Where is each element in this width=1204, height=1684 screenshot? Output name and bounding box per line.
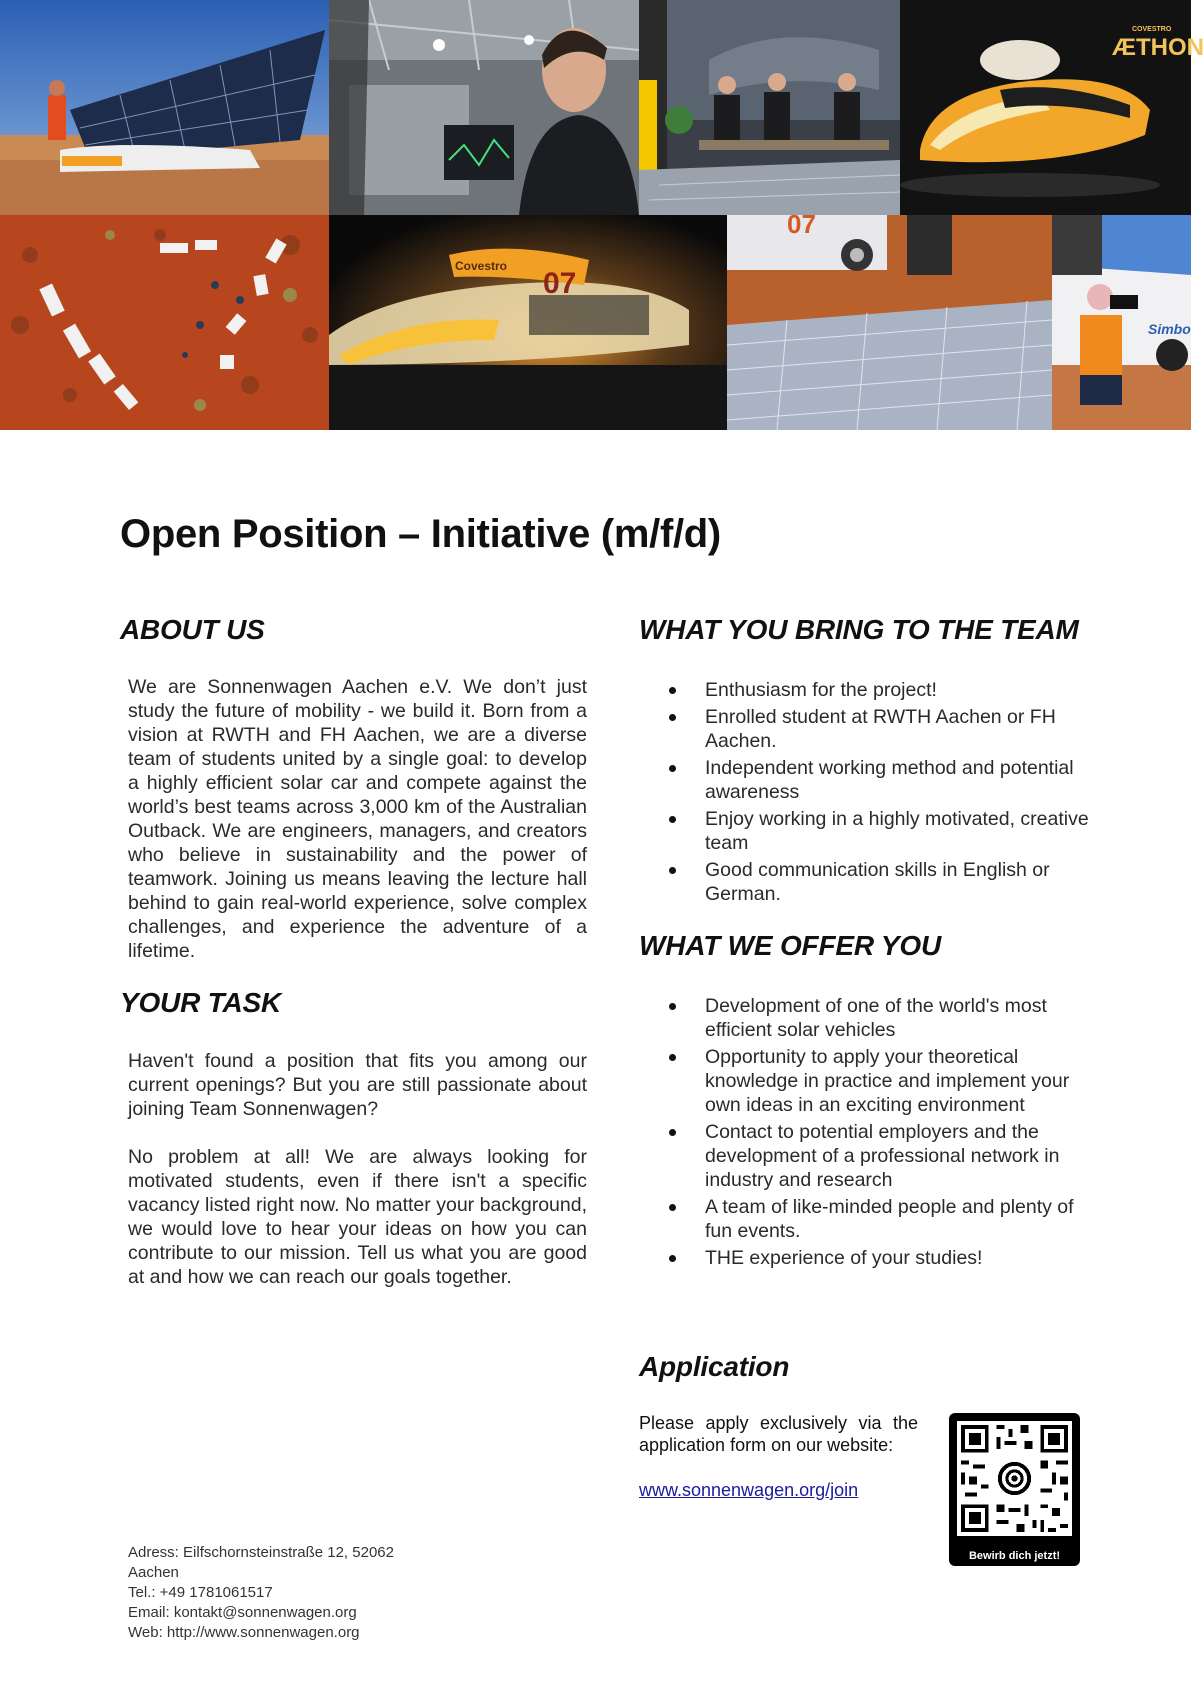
page-title: Open Position – Initiative (m/f/d): [120, 512, 721, 556]
van-number-07: 07: [787, 209, 816, 239]
qr-caption: Bewirb dich jetzt!: [968, 1550, 1061, 1562]
address-line-1: Adress: Eilfschornsteinstraße 12, 52062: [128, 1544, 394, 1561]
list-item: Contact to potential employers and the development of a professional network in industry and research: [639, 1120, 1089, 1192]
your-task-paragraph-1: Haven't found a position that fits you among our current openings? But you are still passionate about joining Team Sonnenwagen?: [128, 1050, 587, 1120]
what-we-offer-list: [639, 994, 1089, 1273]
list-item: A team of like-minded people and plenty of fun events.: [639, 1195, 1089, 1243]
simbo-van-text: Simbo: [1148, 321, 1191, 337]
aethon-car-photo: [900, 0, 1204, 215]
list-item: Development of one of the world's most efficient solar vehicles: [639, 994, 1089, 1042]
solar-car-desert-photo: [0, 0, 329, 215]
list-item: Enthusiasm for the project!: [639, 678, 1089, 702]
what-we-offer-heading: WHAT WE OFFER YOU: [639, 930, 941, 961]
what-you-bring-list: [639, 678, 1089, 909]
workshop-engineer-photo: [329, 0, 639, 215]
address-line-2: Aachen: [128, 1564, 179, 1581]
panel-discussion-photo: [639, 0, 900, 215]
your-task-paragraph-2: No problem at all! We are always looking for motivated students, even if there isn't a specific vacancy listed right now. No matter your background, we would love to hear your ideas on how you can contribute to our mission. Tell us what you are good at and how we can reach our goals together.: [128, 1146, 587, 1288]
car-number-07: 07: [543, 267, 577, 300]
aethon-logo-text: ÆTHON: [1112, 34, 1204, 61]
solar-panel-road-photo: [727, 209, 1052, 430]
contact-block: [128, 1543, 394, 1643]
qr-code-pattern: [957, 1421, 1072, 1536]
photo-collage: [0, 0, 1204, 430]
phone-line: Tel.: +49 1781061517: [128, 1584, 273, 1601]
list-item: Opportunity to apply your theoretical knowledge in practice and implement your own ideas in an exciting environment: [639, 1045, 1089, 1117]
your-task-heading: YOUR TASK: [120, 987, 282, 1018]
what-you-bring-heading: WHAT YOU BRING TO THE TEAM: [639, 614, 1079, 645]
application-heading: Application: [639, 1351, 790, 1382]
covestro-car-text: Covestro: [455, 259, 508, 273]
web-line[interactable]: Web: http://www.sonnenwagen.org: [128, 1624, 360, 1641]
aerial-convoy-photo: [0, 215, 329, 430]
about-us-text: We are Sonnenwagen Aachen e.V. We don’t just study the future of mobility - we build it. Born from a vision at RWTH and FH Aachen, we are a diverse team of students united by a single goal: to develop a highly efficient solar car and compete against the world’s best teams across 3,000 km of the Australian Outback. We are engineers, managers, and creators who believe in sustainability and the power of teamwork. Joining us means leaving the lecture hall behind to gain real-world experience, solve complex challenges, and experience the adventure of a lifetime.: [128, 676, 587, 962]
application-text: Please apply exclusively via the application form on our website:: [639, 1413, 918, 1455]
list-item: THE experience of your studies!: [639, 1246, 1089, 1270]
email-line[interactable]: Email: kontakt@sonnenwagen.org: [128, 1604, 357, 1621]
list-item: Good communication skills in English or German.: [639, 858, 1089, 906]
about-us-heading: ABOUT US: [120, 614, 265, 645]
application-link[interactable]: www.sonnenwagen.org/join: [639, 1480, 859, 1500]
qr-code[interactable]: [949, 1413, 1080, 1566]
race-car-night-photo: [329, 215, 727, 430]
photographer-photo: [1052, 215, 1191, 430]
covestro-small-text: COVESTRO: [1132, 26, 1172, 33]
list-item: Independent working method and potential awareness: [639, 756, 1089, 804]
list-item: Enjoy working in a highly motivated, creative team: [639, 807, 1089, 855]
list-item: Enrolled student at RWTH Aachen or FH Aachen.: [639, 705, 1089, 753]
